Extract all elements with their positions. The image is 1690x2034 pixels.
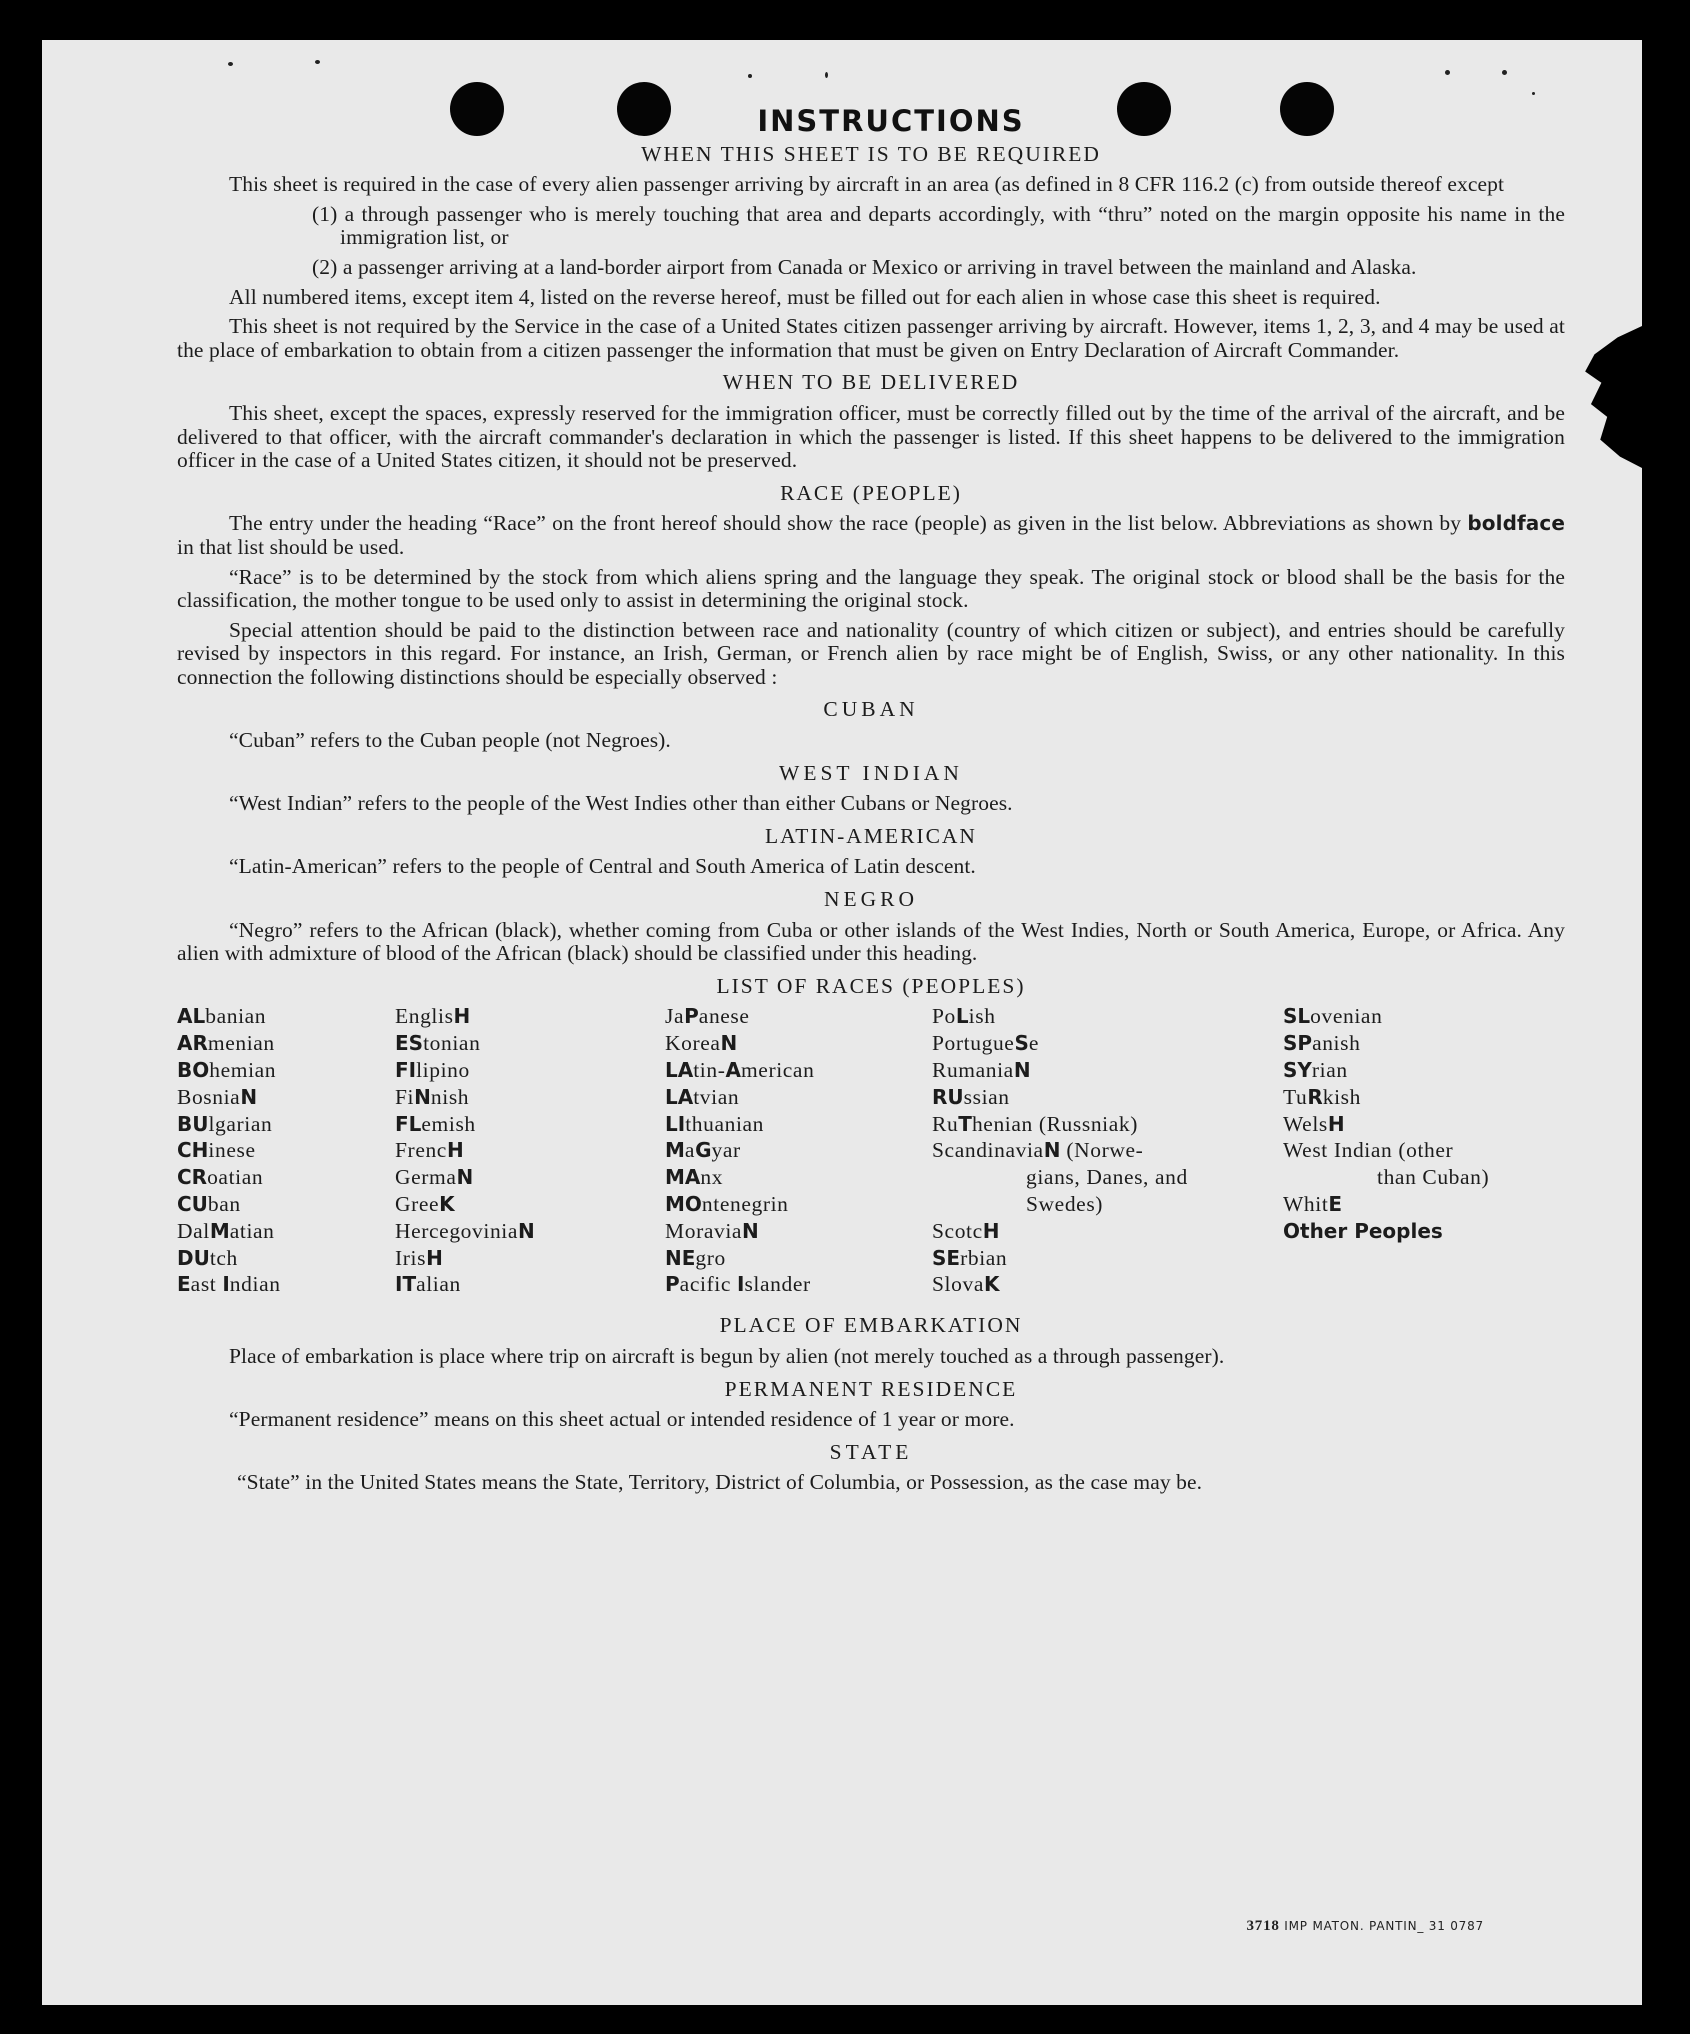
race-entry: FiNnish (395, 1084, 470, 1109)
race-entry: GreeK (395, 1191, 455, 1216)
race-entry: SlovaK (932, 1272, 1000, 1297)
heading-embarkation: PLACE OF EMBARKATION (719, 1313, 1023, 1338)
abbreviation: P (684, 1004, 699, 1029)
abbreviation: T (958, 1111, 972, 1136)
race-column (395, 1005, 535, 1300)
race-column (177, 1005, 281, 1300)
speck (1532, 92, 1535, 95)
race-entry: BOhemian (177, 1058, 277, 1082)
abbreviation: AR (177, 1031, 208, 1056)
instructions-content (177, 104, 1566, 1501)
race-entry: WhitE (1283, 1191, 1343, 1216)
race-entry: TuRkish (1283, 1084, 1361, 1109)
heading-negro: NEGRO (823, 887, 919, 912)
abbreviation: FL (395, 1111, 422, 1136)
speck (228, 62, 233, 66)
abbreviation: N (742, 1218, 759, 1243)
definition-cuban: “Cuban” refers to the Cuban people (not Negroes). (229, 728, 671, 753)
paragraph: This sheet, except the spaces, expressly reserved for the immigration officer, must be correctly filled out by the time of the arrival of the aircraft, and be delivered to that officer, with the aircraft commander's declaration in which the passenger is listed. If this sheet happens to be delivered to the immigration officer in the case of a United States citizen, it should not be preserved. (177, 400, 1565, 473)
race-column (1283, 1005, 1489, 1246)
race-entry: PortugueSe (932, 1031, 1039, 1056)
abbreviation: H (453, 1004, 471, 1029)
abbreviation: CU (177, 1191, 208, 1216)
abbreviation: CR (177, 1165, 208, 1190)
form-number: 3718 (1246, 1918, 1280, 1934)
abbreviation: DU (177, 1245, 210, 1270)
definition-latin-american: “Latin-American” refers to the people of Central and South America of Latin descent. (229, 854, 976, 879)
abbreviation: E (1328, 1191, 1343, 1216)
race-entry: CUban (177, 1191, 241, 1216)
race-entry: EStonian (395, 1031, 481, 1056)
abbreviation: S (1014, 1031, 1029, 1056)
race-entry: MAnx (665, 1165, 724, 1190)
abbreviation: MO (665, 1191, 702, 1216)
heading-when-delivered: WHEN TO BE DELIVERED (722, 370, 1020, 395)
race-entry: LAtvian (665, 1084, 740, 1109)
abbreviation: SL (1283, 1004, 1311, 1029)
abbreviation: N (720, 1031, 738, 1056)
paragraph: “Race” is to be determined by the stock from which aliens spring and the language they speak. The original stock or blood shall be the basis for the classification, the mother tongue to be used only to assist in determining the original stock. (177, 564, 1565, 613)
race-entry: Swedes) (1026, 1191, 1104, 1216)
race-entry: SPanish (1283, 1031, 1361, 1056)
abbreviation: P (665, 1272, 680, 1297)
race-entry: MOntenegrin (665, 1191, 789, 1216)
race-entry: DUtch (177, 1245, 238, 1270)
abbreviation: ES (395, 1031, 424, 1056)
race-entry: LIthuanian (665, 1111, 765, 1136)
abbreviation: M (665, 1138, 685, 1163)
heading-cuban: CUBAN (823, 697, 919, 722)
speck (748, 74, 752, 78)
speck (315, 60, 320, 64)
race-entry: RumaniaN (932, 1058, 1031, 1082)
race-entry: MoraviaN (665, 1218, 759, 1243)
definition-residence: “Permanent residence” means on this sheet actual or intended residence of 1 year or more. (229, 1407, 1015, 1432)
abbreviation: R (1307, 1084, 1323, 1109)
race-entry: JaPanese (665, 1004, 750, 1029)
abbreviation: NE (665, 1245, 696, 1270)
abbreviation: Other Peoples (1283, 1218, 1443, 1243)
text: in that list should be used. (177, 534, 405, 559)
paragraph: This sheet is required in the case of every alien passenger arriving by aircraft in an area (as defined in 8 CFR 116.2 (c) from outside thereof except (229, 172, 1505, 197)
print-footer (1246, 1918, 1484, 1935)
race-entry: SLovenian (1283, 1004, 1383, 1029)
race-entry (1283, 1220, 1489, 1247)
abbreviation: E (177, 1272, 191, 1297)
abbreviation: I (222, 1272, 230, 1297)
abbreviation: N (1043, 1138, 1061, 1163)
race-entry: ARmenian (177, 1031, 275, 1056)
text: The entry under the heading “Race” on the front hereof should show the race (people) as given in the list below. Abbreviations as shown by (229, 511, 1462, 536)
abbreviation: BU (177, 1111, 209, 1136)
abbreviation: H (446, 1138, 464, 1163)
abbreviation: SY (1283, 1058, 1312, 1082)
abbreviation: N (240, 1084, 258, 1109)
abbreviation: LA (665, 1058, 694, 1082)
speck (1445, 70, 1450, 75)
race-entry: RuThenian (Russniak) (932, 1111, 1138, 1136)
race-column (665, 1005, 814, 1300)
race-entry: ITalian (395, 1272, 461, 1297)
abbreviation: K (439, 1191, 455, 1216)
paragraph: Special attention should be paid to the distinction between race and nationality (country of which citizen or subject), and entries should be carefully revised by inspectors in this regard. For instance, an Irish, German, or French alien by race might be of English, Swiss, or any other nationality. In this connection the following distinctions should be especially observed : (177, 617, 1565, 689)
paragraph (177, 512, 1565, 559)
race-entry: RUssian (932, 1084, 1010, 1109)
race-column (932, 1005, 1188, 1300)
printer-mark: IMP MATON. PANTIN_ 31 0787 (1284, 1919, 1484, 1933)
race-entry: SYrian (1283, 1058, 1348, 1082)
race-entry: ScandinaviaN (Norwe- (932, 1138, 1144, 1163)
race-entry: MaGyar (665, 1138, 741, 1163)
race-entry: WelsH (1283, 1111, 1345, 1136)
heading-residence: PERMANENT RESIDENCE (724, 1376, 1018, 1401)
race-entry: IrisH (395, 1245, 443, 1270)
race-entry: than Cuban) (1377, 1165, 1490, 1190)
race-entry: CHinese (177, 1138, 256, 1163)
race-entry: West Indian (other (1283, 1138, 1454, 1163)
abbreviation: CH (177, 1138, 209, 1163)
race-entry: BUlgarian (177, 1111, 273, 1136)
race-entry: Pacific Islander (665, 1272, 811, 1297)
abbreviation: MA (665, 1165, 701, 1190)
abbreviation: N (456, 1165, 474, 1190)
race-entry: EnglisH (395, 1004, 471, 1029)
abbreviation: N (518, 1218, 535, 1243)
page-title: INSTRUCTIONS (757, 104, 1025, 138)
race-entry: FIlipino (395, 1058, 470, 1082)
abbreviation: SE (932, 1245, 961, 1270)
race-entry: LAtin-American (665, 1058, 815, 1082)
abbreviation: LI (665, 1111, 686, 1136)
heading-latin-american: LATIN-AMERICAN (765, 823, 977, 848)
race-entry: HercegoviniaN (395, 1218, 535, 1243)
race-entry: ALbanian (177, 1004, 267, 1029)
race-entry: PoLish (932, 1004, 996, 1029)
paragraph: All numbered items, except item 4, listed on the reverse hereof, must be filled out for each alien in whose case this sheet is required. (229, 284, 1381, 309)
abbreviation: A (725, 1058, 741, 1082)
abbreviation: H (1327, 1111, 1345, 1136)
document-page (42, 40, 1642, 2005)
heading-state: STATE (829, 1439, 913, 1464)
abbreviation: BO (177, 1058, 210, 1082)
race-entry: East Indian (177, 1272, 281, 1297)
race-entry: FLemish (395, 1111, 476, 1136)
race-entry: ScotcH (932, 1218, 1000, 1243)
race-list (177, 1005, 1565, 1305)
race-entry: DalMatian (177, 1218, 275, 1243)
abbreviation: G (695, 1138, 712, 1163)
heading-list-of-races: LIST OF RACES (PEOPLES) (716, 973, 1026, 998)
abbreviation: L (955, 1004, 969, 1029)
abbreviation: FI (395, 1058, 417, 1082)
definition-west-indian: “West Indian” refers to the people of the West Indies other than either Cubans or Negroes. (229, 791, 1013, 816)
heading-when-required: WHEN THIS SHEET IS TO BE REQUIRED (641, 141, 1101, 166)
abbreviation: N (1013, 1058, 1031, 1082)
race-entry: FrencH (395, 1138, 464, 1163)
heading-west-indian: WEST INDIAN (779, 760, 963, 785)
speck (825, 72, 828, 78)
abbreviation: M (209, 1218, 230, 1243)
abbreviation: RU (932, 1084, 964, 1109)
boldface-word: boldface (1467, 511, 1566, 536)
abbreviation: N (414, 1084, 431, 1109)
exception-item-1: (1) a through passenger who is merely touching that area and departs accordingly, with “thru” noted on the margin opposite his name in the immigration list, or (312, 201, 1565, 250)
definition-embarkation: Place of embarkation is place where trip on aircraft is begun by alien (not merely touched as a through passenger). (229, 1344, 1225, 1368)
race-entry: KoreaN (665, 1031, 738, 1056)
definition-negro: “Negro” refers to the African (black), whether coming from Cuba or other islands of the West Indies, North or South America, Europe, or Africa. Any alien with admixture of blood of the African (black) should be classified under this heading. (177, 917, 1565, 966)
heading-race: RACE (PEOPLE) (780, 480, 962, 505)
definition-state: “State” in the United States means the State, Territory, District of Columbia, or Possession, as the case may be. (237, 1470, 1203, 1495)
abbreviation: K (983, 1272, 1000, 1297)
abbreviation: IT (395, 1272, 417, 1297)
race-entry: CRoatian (177, 1165, 264, 1190)
abbreviation: LA (665, 1084, 694, 1109)
race-entry: gians, Danes, and (1026, 1165, 1188, 1190)
race-entry: NEgro (665, 1245, 726, 1270)
race-entry: BosniaN (177, 1084, 258, 1109)
speck (1502, 70, 1507, 75)
paragraph: This sheet is not required by the Service in the case of a United States citizen passenger arriving by aircraft. However, items 1, 2, 3, and 4 may be used at the place of embarkation to obtain from a citizen passenger the information that must be given on Entry Declaration of Aircraft Commander. (177, 314, 1565, 362)
exception-item-2: (2) a passenger arriving at a land-border airport from Canada or Mexico or arriving in travel between the mainland and Alaska. (312, 254, 1417, 279)
abbreviation: SP (1283, 1031, 1313, 1056)
abbreviation: H (982, 1218, 1000, 1243)
abbreviation: I (736, 1272, 745, 1297)
abbreviation: AL (177, 1004, 206, 1029)
race-entry: GermaN (395, 1165, 474, 1190)
race-entry: SErbian (932, 1245, 1008, 1270)
torn-edge (1584, 326, 1642, 468)
abbreviation: H (426, 1245, 443, 1270)
